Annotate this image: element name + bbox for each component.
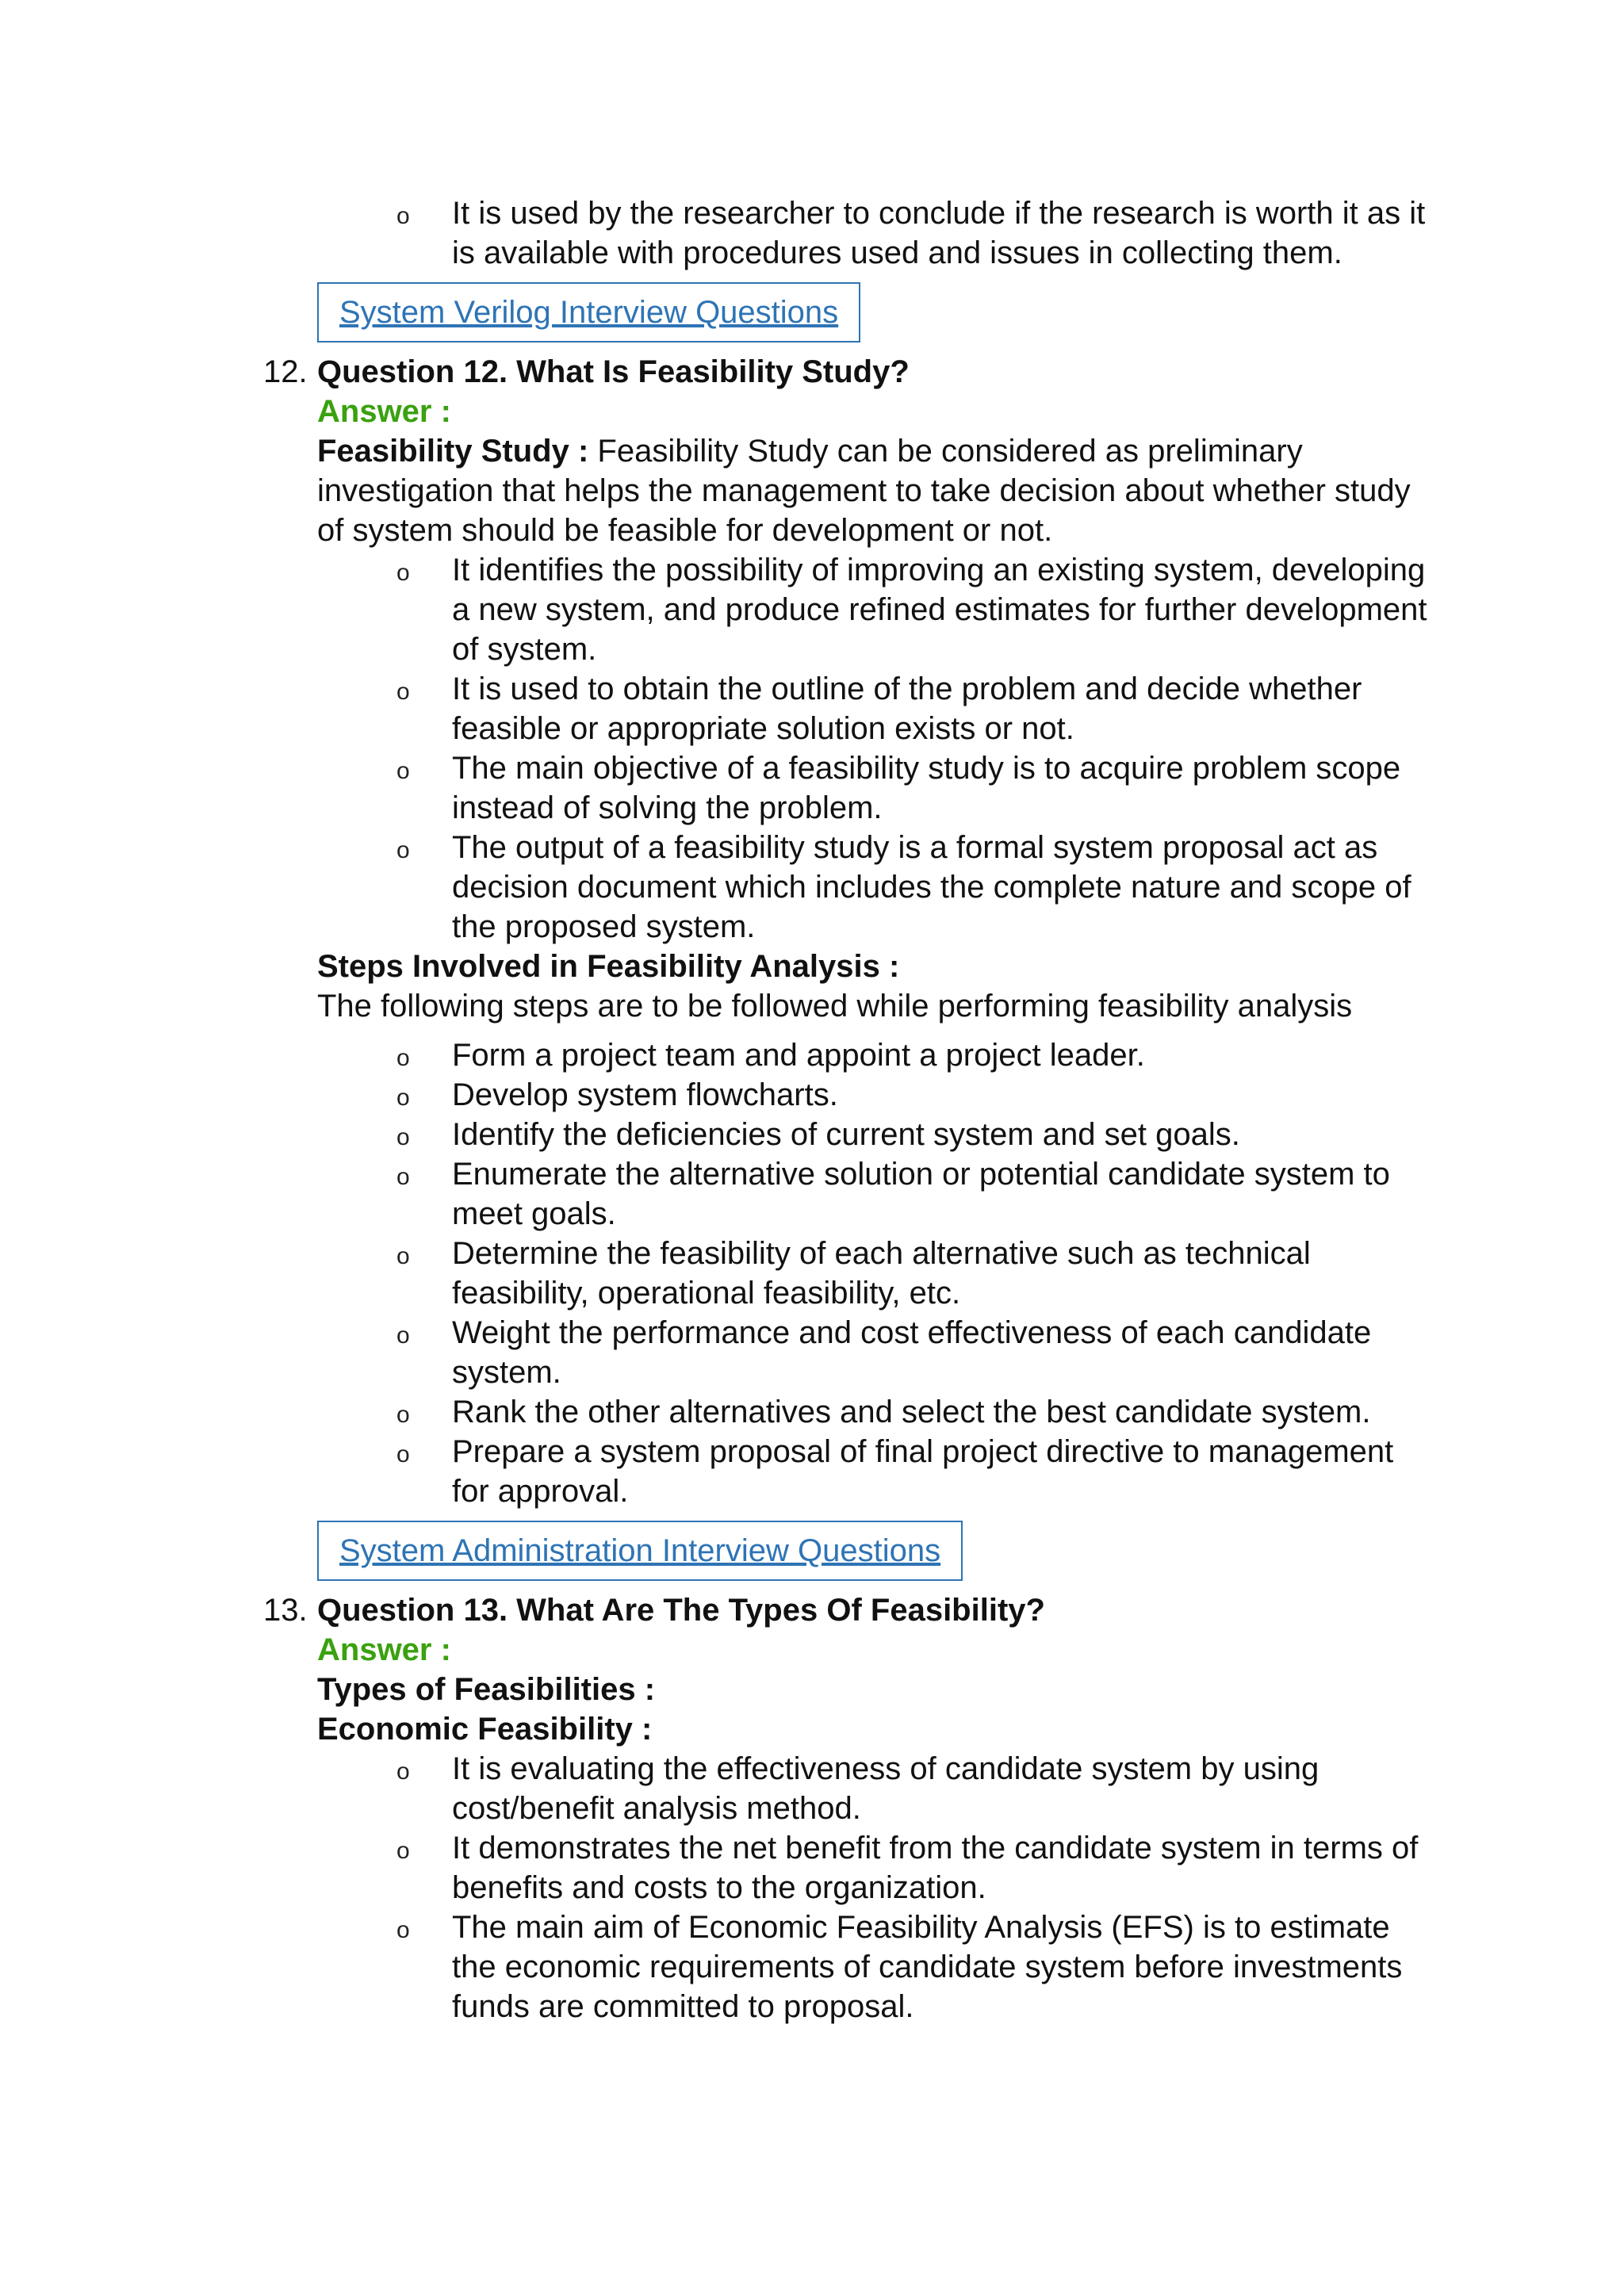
bullet-icon: o <box>396 1085 410 1111</box>
bullet-icon: o <box>396 837 410 863</box>
economic-bullets <box>317 1749 1427 2026</box>
bullet-icon: o <box>396 560 410 586</box>
question-title: Question 13. What Are The Types Of Feasibility? <box>317 1593 1045 1628</box>
list-item: o The main aim of Economic Feasibility Analysis (EFS) is to estimate the economic requirements of candidate system before investments funds are committed to proposal. <box>396 1910 1403 2024</box>
intro-term: Feasibility Study : <box>317 434 589 469</box>
bullet-icon: o <box>396 1917 410 1943</box>
related-link-box <box>317 1521 963 1581</box>
question-13 <box>263 1590 1427 2026</box>
list-item: o The output of a feasibility study is a formal system proposal act as decision document which includes the complete nature and scope of the proposed system. <box>396 830 1411 944</box>
steps-heading: Steps Involved in Feasibility Analysis : <box>317 949 900 984</box>
bullet-icon: o <box>396 758 410 784</box>
feasibility-bullets <box>317 550 1427 947</box>
list-item: o Prepare a system proposal of final project directive to management for approval. <box>396 1434 1394 1509</box>
steps-list <box>317 1035 1427 1511</box>
list-item: o Determine the feasibility of each alternative such as technical feasibility, operational feasibility, etc. <box>396 1236 1311 1311</box>
steps-intro: The following steps are to be followed while performing feasibility analysis <box>317 989 1353 1024</box>
list-item: o Develop system flowcharts. <box>452 1075 1427 1115</box>
bullet-icon: o <box>396 203 410 229</box>
types-heading: Types of Feasibilities : <box>317 1672 656 1707</box>
economic-heading: Economic Feasibility : <box>317 1712 653 1747</box>
list-item: o Weight the performance and cost effectiveness of each candidate system. <box>396 1315 1372 1390</box>
bullet-icon: o <box>396 1124 410 1150</box>
list-item: o The main objective of a feasibility study is to acquire problem scope instead of solving the problem. <box>396 751 1401 825</box>
answer-label: Answer : <box>317 1632 451 1667</box>
list-item <box>396 193 1427 273</box>
bullet-icon: o <box>396 1322 410 1349</box>
bullet-icon: o <box>396 1758 410 1785</box>
question-title: Question 12. What Is Feasibility Study? <box>317 354 910 389</box>
feasibility-intro <box>317 431 1427 550</box>
list-item: o It demonstrates the net benefit from the candidate system in terms of benefits and costs to the organization. <box>396 1831 1419 1905</box>
list-item: o It identifies the possibility of improving an existing system, developing a new system, and produce refined estimates for further development of system. <box>396 553 1427 667</box>
bullet-icon: o <box>396 1838 410 1864</box>
bullet-icon: o <box>396 1402 410 1428</box>
list-item: o Rank the other alternatives and select the best candidate system. <box>452 1392 1427 1432</box>
list-item: o It is evaluating the effectiveness of candidate system by using cost/benefit analysis method. <box>396 1751 1320 1826</box>
question-12 <box>263 352 1427 1511</box>
system-verilog-link[interactable]: System Verilog Interview Questions <box>339 295 839 330</box>
document-content <box>263 193 1427 2026</box>
question-number: 12. <box>263 354 308 389</box>
list-item: o Identify the deficiencies of current system and set goals. <box>452 1115 1427 1154</box>
answer-label: Answer : <box>317 394 451 429</box>
intro-text: Feasibility Study can be considered as preliminary investigation that helps the management to take decision about whether study of system should be feasible for development or not. <box>317 434 1411 548</box>
list-item-text: It is used by the researcher to conclude if the research is worth it as it is available with procedures used and issues in collecting them. <box>452 196 1426 270</box>
top-bullet-list <box>317 193 1427 273</box>
related-link-box <box>317 282 860 342</box>
bullet-icon: o <box>396 1243 410 1269</box>
list-item: o Enumerate the alternative solution or potential candidate system to meet goals. <box>396 1157 1390 1231</box>
question-number: 13. <box>263 1593 308 1628</box>
list-item: o It is used to obtain the outline of the problem and decide whether feasible or appropriate solution exists or not. <box>396 672 1362 746</box>
bullet-icon: o <box>396 679 410 705</box>
bullet-icon: o <box>396 1045 410 1071</box>
bullet-icon: o <box>396 1164 410 1190</box>
list-item: o Form a project team and appoint a project leader. <box>452 1035 1427 1075</box>
system-administration-link[interactable]: System Administration Interview Questions <box>339 1533 941 1568</box>
bullet-icon: o <box>396 1441 410 1468</box>
